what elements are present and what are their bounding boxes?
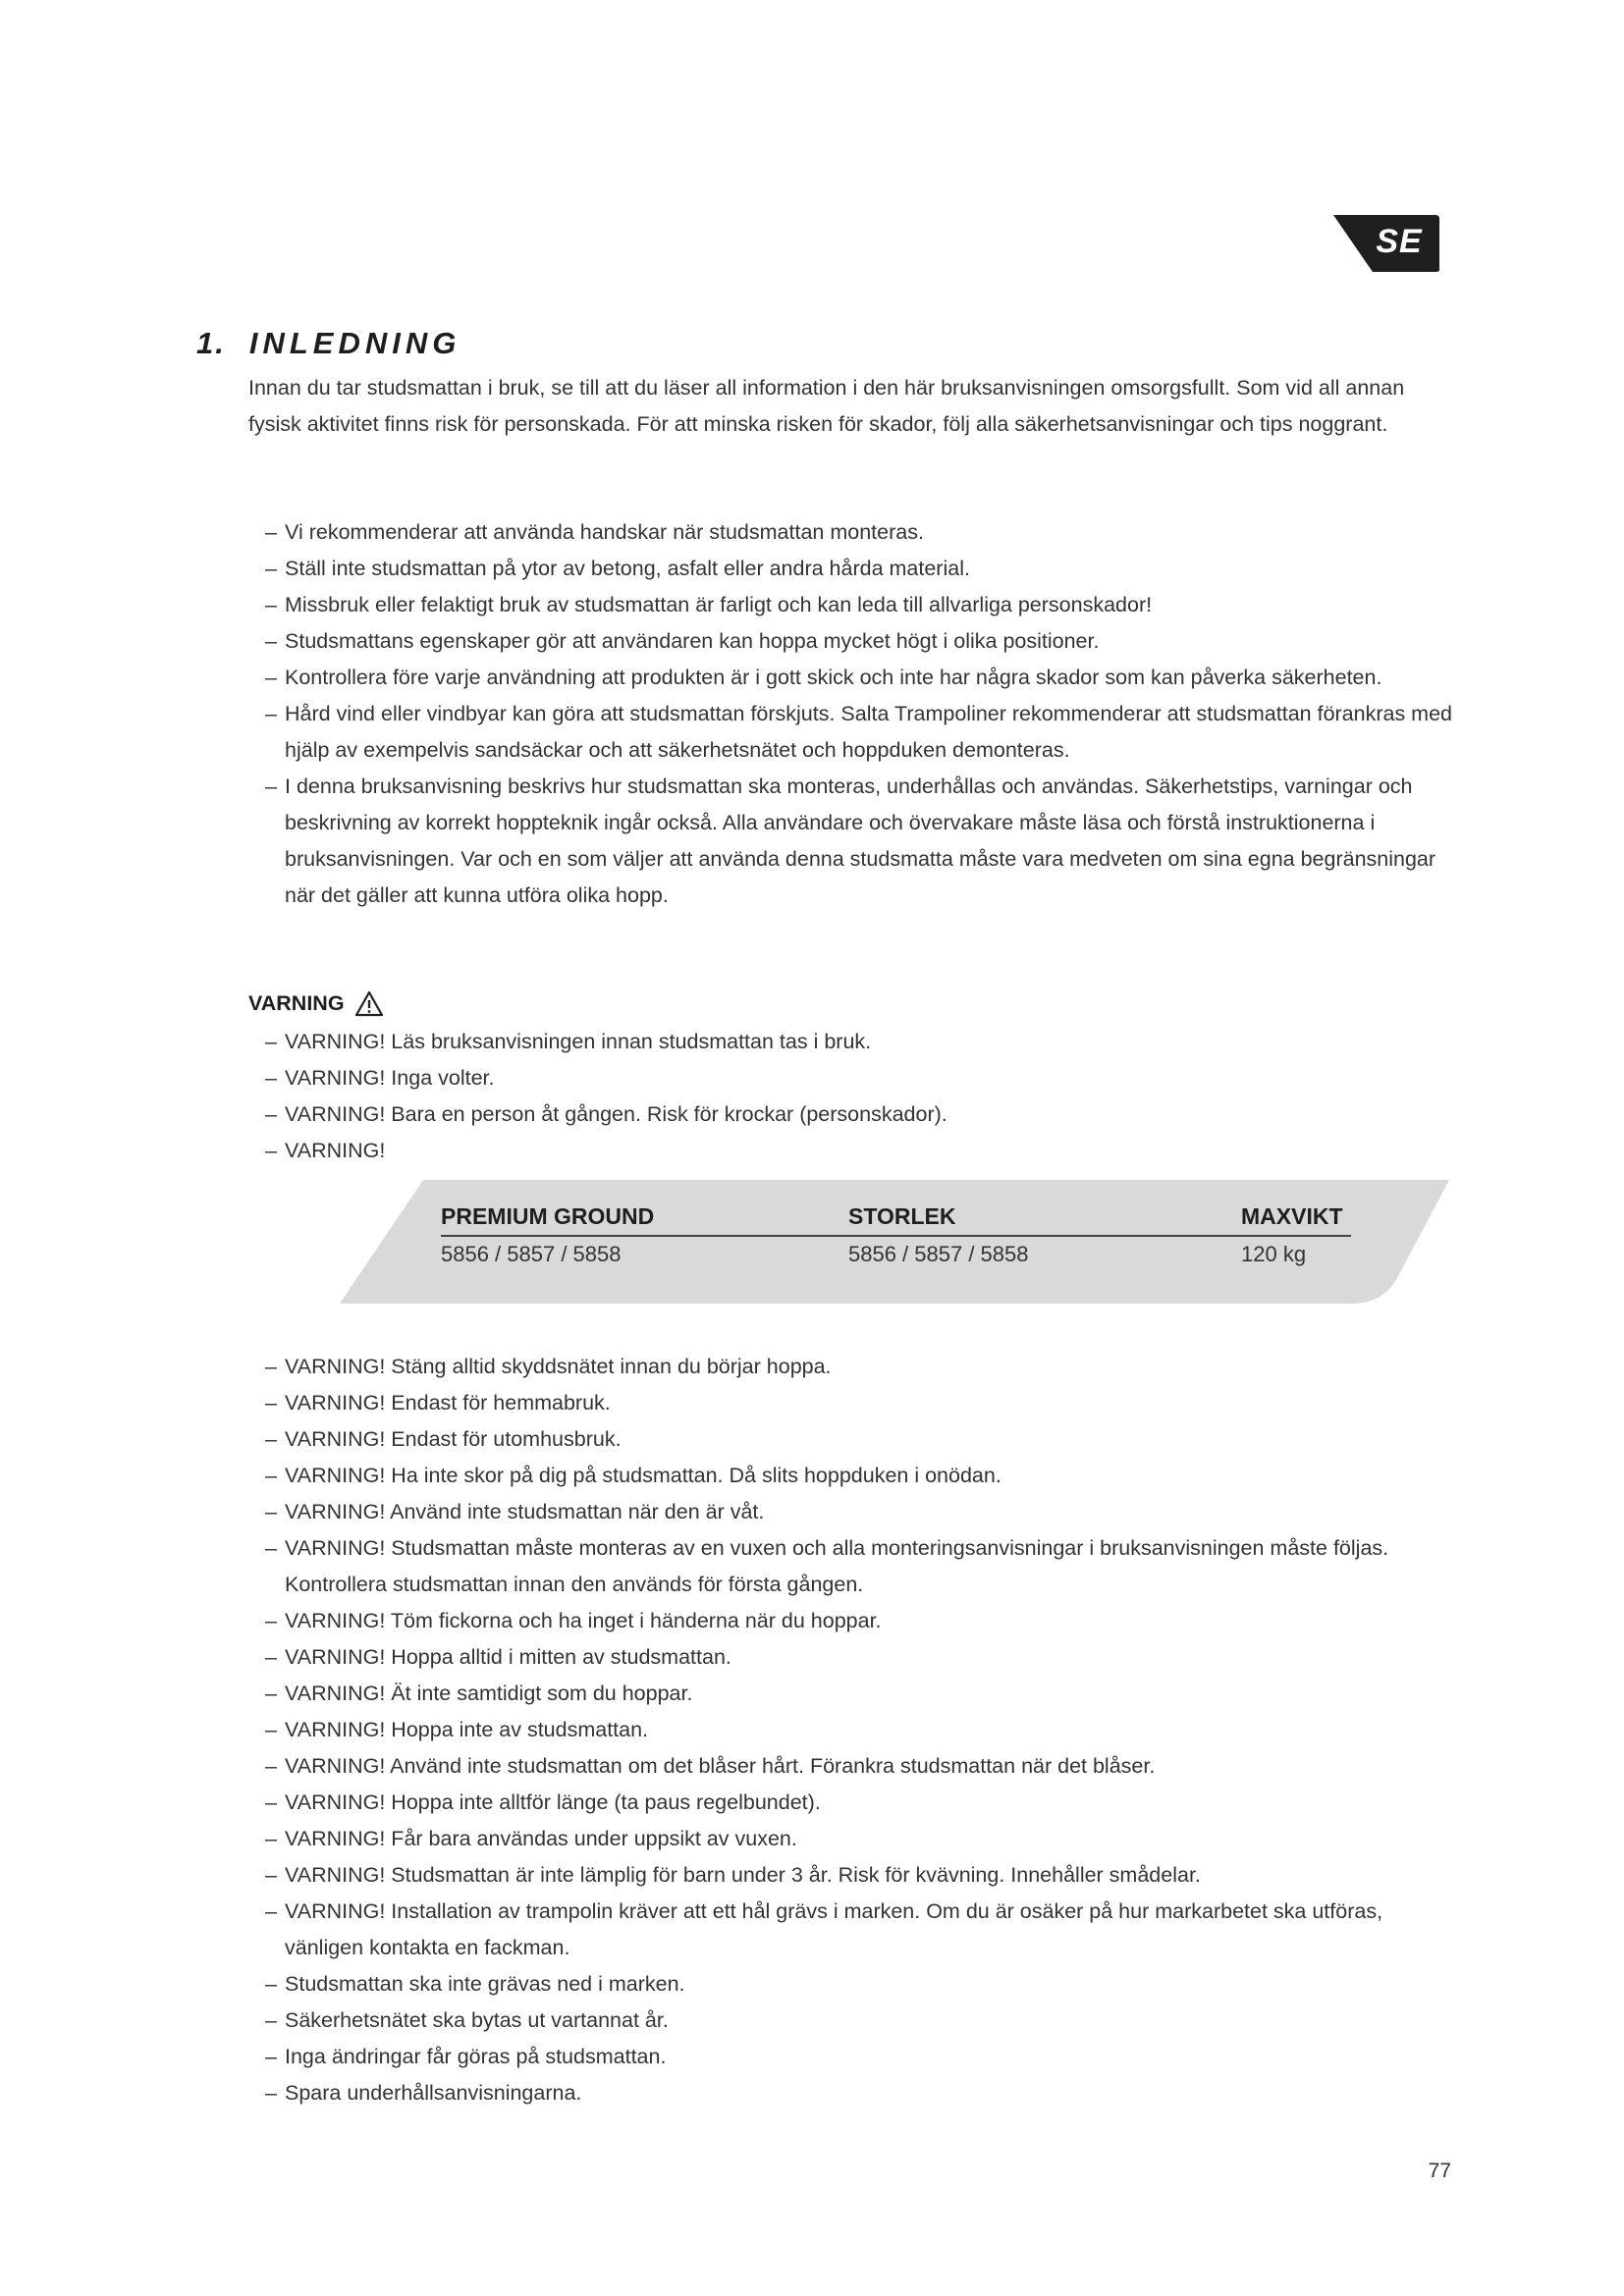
list-item: – VARNING! Töm fickorna och ha inget i händerna när du hoppar.	[265, 1603, 1458, 1639]
section-number: 1.	[196, 326, 226, 360]
language-badge	[1333, 213, 1441, 274]
warning-list-after	[265, 1349, 1458, 2111]
language-code: SE	[1376, 223, 1423, 260]
list-item: – Spara underhållsanvisningarna.	[265, 2075, 1458, 2111]
list-item: – Vi rekommenderar att använda handskar när studsmattan monteras.	[265, 514, 1458, 551]
list-item: – VARNING! Installation av trampolin kräver att ett hål grävs i marken. Om du är osäker på hur markarbetet ska utföras, vänligen kontakta en fackman.	[265, 1894, 1458, 1966]
spec-table	[340, 1180, 1449, 1306]
intro-bullet-list	[265, 514, 1458, 914]
list-item: – VARNING! Hoppa inte av studsmattan.	[265, 1712, 1458, 1748]
list-item: – Ställ inte studsmattan på ytor av betong, asfalt eller andra hårda material.	[265, 551, 1458, 587]
spec-value: 120 kg	[1241, 1242, 1307, 1266]
warning-list-before	[265, 1024, 1458, 1169]
spec-value: 5856 / 5857 / 5858	[848, 1242, 1029, 1266]
page-number: 77	[1428, 2160, 1451, 2182]
list-item: – VARNING! Endast för hemmabruk.	[265, 1385, 1458, 1421]
list-item: – Kontrollera före varje användning att produkten är i gott skick och inte har några skador som kan påverka säkerheten.	[265, 660, 1458, 696]
list-item: – VARNING! Bara en person åt gången. Risk för krockar (personskador).	[265, 1096, 1458, 1133]
spec-column-max-weight	[1241, 1201, 1351, 1272]
list-item: – VARNING! Studsmattan måste monteras av en vuxen och alla monteringsanvisningar i bruksanvisningen måste följas. Kontrollera studsmattan innan den används för första gången.	[265, 1530, 1458, 1603]
list-item: – VARNING! Får bara användas under uppsikt av vuxen.	[265, 1821, 1458, 1857]
spec-header: STORLEK	[848, 1201, 1241, 1237]
list-item: – VARNING! Använd inte studsmattan om det blåser hårt. Förankra studsmattan när det blåser.	[265, 1748, 1458, 1785]
spec-header: PREMIUM GROUND	[441, 1201, 848, 1237]
spec-column-model	[441, 1201, 848, 1272]
spec-column-size	[848, 1201, 1241, 1272]
warning-heading	[248, 986, 384, 1021]
section-heading	[196, 326, 460, 361]
list-item: – VARNING! Hoppa alltid i mitten av studsmattan.	[265, 1639, 1458, 1676]
spec-value: 5856 / 5857 / 5858	[441, 1242, 622, 1266]
list-item: – Säkerhetsnätet ska bytas ut vartannat år.	[265, 2002, 1458, 2039]
warning-triangle-icon	[354, 990, 384, 1017]
list-item: – Inga ändringar får göras på studsmattan.	[265, 2039, 1458, 2075]
list-item: – VARNING! Stäng alltid skyddsnätet innan du börjar hoppa.	[265, 1349, 1458, 1385]
list-item: – Missbruk eller felaktigt bruk av studsmattan är farligt och kan leda till allvarliga personskador!	[265, 587, 1458, 623]
list-item: – VARNING! Hoppa inte alltför länge (ta paus regelbundet).	[265, 1785, 1458, 1821]
list-item: – Studsmattans egenskaper gör att användaren kan hoppa mycket högt i olika positioner.	[265, 623, 1458, 660]
list-item: – VARNING! Endast för utomhusbruk.	[265, 1421, 1458, 1458]
list-item: – Hård vind eller vindbyar kan göra att studsmattan förskjuts. Salta Trampoliner rekommenderar att studsmattan förankras med hjälp av exempelvis sandsäckar och att säkerhetsnätet och hoppduken demonteras.	[265, 696, 1458, 769]
list-item: – VARNING!	[265, 1133, 1458, 1169]
list-item: – VARNING! Inga volter.	[265, 1060, 1458, 1096]
intro-paragraph: Innan du tar studsmattan i bruk, se till att du läser all information i den här bruksanvisningen omsorgsfullt. Som vid all annan fysisk aktivitet finns risk för personskada. För att minska risken för skador, följ alla säkerhetsanvisningar och tips noggrant.	[248, 376, 1405, 436]
warning-title: VARNING	[248, 991, 345, 1015]
list-item: – I denna bruksanvisning beskrivs hur studsmattan ska monteras, underhållas och användas. Säkerhetstips, varningar och beskrivning av korrekt hoppteknik ingår också. Alla användare och övervakare måste läsa och förstå instruktionerna i bruksanvisningen. Var och en som väljer att använda denna studsmatta måste vara medveten om sina egna begränsningar när det gäller att kunna utföra olika hopp.	[265, 769, 1458, 914]
list-item: – VARNING! Studsmattan är inte lämplig för barn under 3 år. Risk för kvävning. Innehåller smådelar.	[265, 1857, 1458, 1894]
list-item: – VARNING! Använd inte studsmattan när den är våt.	[265, 1494, 1458, 1530]
spec-header: MAXVIKT	[1241, 1201, 1351, 1237]
list-item: – Studsmattan ska inte grävas ned i marken.	[265, 1966, 1458, 2002]
list-item: – VARNING! Ha inte skor på dig på studsmattan. Då slits hoppduken i onödan.	[265, 1458, 1458, 1494]
list-item: – VARNING! Ät inte samtidigt som du hoppar.	[265, 1676, 1458, 1712]
list-item: – VARNING! Läs bruksanvisningen innan studsmattan tas i bruk.	[265, 1024, 1458, 1060]
section-title: INLEDNING	[248, 326, 461, 360]
